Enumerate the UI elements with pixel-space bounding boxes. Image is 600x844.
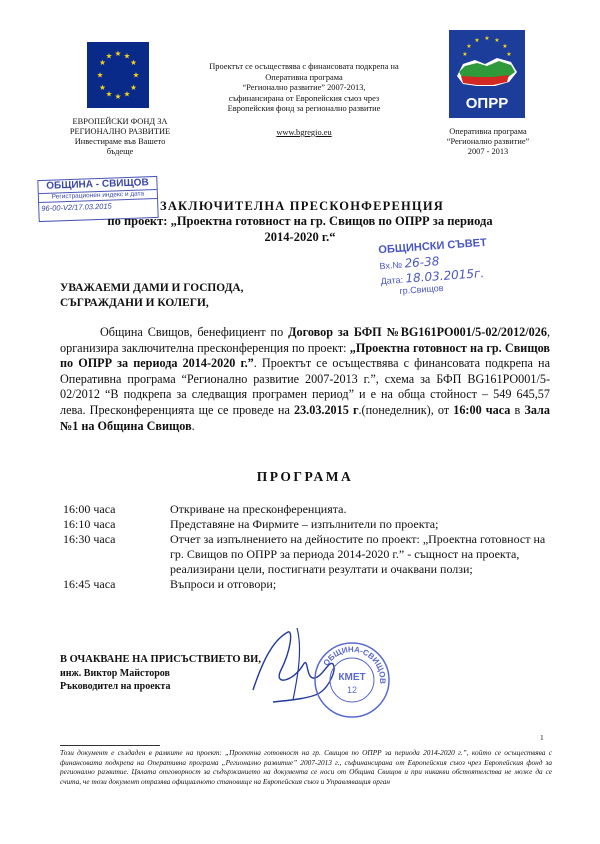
program-list bbox=[60, 502, 550, 592]
oprr-logo-graphic bbox=[447, 28, 527, 120]
program-description: Отчет за изпълнението на дейностите по проект: „Проектна готовност на гр. Свищов по ОПРР за периода 2014-2020 г.” - същност на проекта, реализирани цели, постигнати резултати и очаквани ползи; bbox=[170, 532, 546, 576]
svg-text:★: ★ bbox=[502, 43, 508, 50]
eu-caption-line: Инвестираме във Вашето bbox=[74, 137, 166, 146]
svg-text:★: ★ bbox=[474, 37, 480, 44]
contract-number: Договор за БФП №BG161PO001/5-02/2012/026 bbox=[288, 325, 547, 339]
eu-flag-logo bbox=[87, 42, 149, 108]
svg-text:★: ★ bbox=[99, 58, 106, 67]
registration-stamp-number: 96-00-V2/17.03.2015 bbox=[41, 201, 112, 213]
greeting bbox=[60, 281, 244, 310]
body-text: в bbox=[510, 402, 525, 417]
header-line: съфинансирана от Европейския съюз чрез bbox=[228, 93, 380, 103]
council-stamp-city: гр.Свищов bbox=[399, 282, 444, 296]
body-text: Община Свищов, бенефициент по bbox=[100, 325, 289, 339]
signatory-title: Ръководител на проекта bbox=[60, 681, 171, 692]
registration-stamp-title: ОБЩИНА - СВИЩОВ bbox=[46, 177, 149, 192]
mayor-seal bbox=[312, 640, 392, 720]
program-description: Откриване на пресконференцията. bbox=[170, 502, 347, 516]
seal-number: 12 bbox=[346, 685, 358, 695]
program-time: 16:45 часа bbox=[63, 577, 116, 591]
project-funding-header bbox=[190, 62, 418, 115]
svg-text:★: ★ bbox=[123, 51, 131, 61]
greeting-line: СЪГРАЖДАНИ И КОЛЕГИ, bbox=[60, 296, 209, 309]
greeting-line: УВАЖАЕМИ ДАМИ И ГОСПОДА, bbox=[60, 282, 244, 294]
oprr-caption-line: 2007 - 2013 bbox=[467, 147, 509, 156]
body-text: .(понеделник), от bbox=[358, 402, 454, 417]
document-title: ЗАКЛЮЧИТЕЛНА ПРЕСКОНФЕРЕНЦИЯ bbox=[160, 199, 444, 213]
program-time: 16:00 часа bbox=[63, 502, 116, 516]
council-stamp-date-label: Дата: bbox=[380, 274, 404, 287]
svg-text:★: ★ bbox=[99, 83, 106, 92]
program-item bbox=[60, 502, 550, 517]
svg-text:★: ★ bbox=[130, 83, 137, 92]
oprr-caption bbox=[420, 127, 556, 157]
event-date: 23.03.2015 г bbox=[293, 402, 359, 417]
program-item bbox=[60, 532, 550, 577]
svg-text:★: ★ bbox=[105, 51, 113, 61]
eu-caption-line: ЕВРОПЕЙСКИ ФОНД ЗА bbox=[72, 117, 168, 126]
svg-text:★: ★ bbox=[484, 35, 490, 42]
svg-text:★: ★ bbox=[123, 89, 131, 99]
svg-text:★: ★ bbox=[132, 70, 140, 80]
svg-text:★: ★ bbox=[105, 89, 113, 99]
program-item bbox=[60, 517, 550, 532]
subtitle-line: по проект: „Проектна готовност на гр. Свищов по ОПРР за периода bbox=[107, 214, 493, 228]
svg-text:★: ★ bbox=[130, 58, 137, 67]
council-stamp-number: 26-38 bbox=[404, 254, 440, 271]
body-text: . Проектът се осъществява с финансовата подкрепа на Оперативна програма “Регионално развитие 2007-2013 г.”, схема за БФП BG161PO001/5-02/2012 “В подкрепа за следващия програмен период” и е на обща стойност – 549 645,57 лева. Пресконференцията ще се проведе на bbox=[60, 356, 550, 417]
seal-center-text: КМЕТ bbox=[338, 672, 366, 683]
svg-text:★: ★ bbox=[114, 49, 122, 58]
footer-disclaimer: Този документ е създаден в рамките на проект: „Проектна готовност на гр. Свищов по ОПРР за периода 2014-2020 г.”, който се осъществява с финансовата подкрепа на Оперативна програма „Регионално развитие” 2007-2013 г., съфинансирана от Европейския съюз чрез Европейския фонд за регионално развитие. Цялата отговорност за съдържанието на документа се носи от Община Свищов и при никакви обстоятелства не може да се счита, че този документ отразява официалното становище на Европейския съюз и Управляващия орган bbox=[60, 748, 552, 786]
oprr-caption-line: “Регионално развитие” bbox=[446, 137, 530, 146]
subtitle-line: 2014-2020 г.“ bbox=[264, 229, 336, 244]
body-text: , организира заключителна пресконференция по проект: bbox=[60, 325, 550, 355]
signatory-name: инж. Виктор Майсторов bbox=[60, 668, 170, 679]
header-line: “Регионално развитие” 2007-2013, bbox=[242, 83, 366, 92]
program-description: Въпроси и отговори; bbox=[170, 577, 277, 591]
header-line: Оперативна програма bbox=[265, 72, 343, 82]
registration-stamp-label: Регистрационен индекс и дата bbox=[39, 189, 157, 203]
eu-caption-line: бъдеще bbox=[106, 147, 134, 156]
program-heading: ПРОГРАМА bbox=[256, 469, 354, 484]
council-stamp-number-label: Вх.№ bbox=[379, 259, 403, 272]
oprr-logo-text: ОПРР bbox=[465, 95, 509, 112]
body-text: . bbox=[191, 418, 195, 433]
svg-text:★: ★ bbox=[114, 92, 122, 101]
seal-ring-text: ОБЩИНА-СВИЩОВ bbox=[321, 644, 388, 685]
program-time: 16:30 часа bbox=[63, 532, 116, 546]
closing-line: В ОЧАКВАНЕ НА ПРИСЪСТВИЕТО ВИ, bbox=[60, 654, 261, 665]
website-url bbox=[190, 128, 418, 137]
program-item bbox=[60, 577, 550, 592]
website-url-text: www.bgregio.eu bbox=[276, 128, 332, 137]
svg-text:★: ★ bbox=[494, 37, 500, 44]
council-stamp-title: ОБЩИНСКИ СЪВЕТ bbox=[378, 236, 488, 257]
header-line: Проектът се осъществява с финансовата подкрепа на bbox=[209, 62, 399, 71]
council-stamp-date: 18.03.2015г. bbox=[404, 266, 485, 286]
header-line: Европейския фонд за регионално развитие bbox=[227, 104, 381, 113]
closing-block bbox=[60, 653, 261, 693]
invitation-paragraph bbox=[60, 325, 550, 434]
event-time: 16:00 часа bbox=[453, 402, 511, 417]
program-time: 16:10 часа bbox=[63, 517, 116, 531]
footer-divider bbox=[60, 745, 160, 746]
council-stamp bbox=[378, 236, 504, 304]
oprr-logo bbox=[447, 28, 527, 120]
svg-text:★: ★ bbox=[506, 51, 512, 58]
project-name: „Проектна готовност на гр. Свищов по ОПРР за периода 2014-2020 г.” bbox=[60, 340, 550, 371]
svg-text:★: ★ bbox=[462, 51, 468, 58]
event-venue: Зала №1 на Община Свищов bbox=[60, 402, 550, 433]
svg-text:★: ★ bbox=[466, 43, 472, 50]
svg-text:★: ★ bbox=[96, 70, 104, 80]
oprr-caption-line: Оперативна програма bbox=[449, 127, 527, 136]
program-description: Представяне на Фирмите – изпълнители по проекта; bbox=[170, 517, 439, 531]
page-number: 1 bbox=[540, 733, 544, 742]
eu-caption-line: РЕГИОНАЛНО РАЗВИТИЕ bbox=[69, 127, 171, 136]
eu-fund-caption bbox=[52, 117, 188, 157]
